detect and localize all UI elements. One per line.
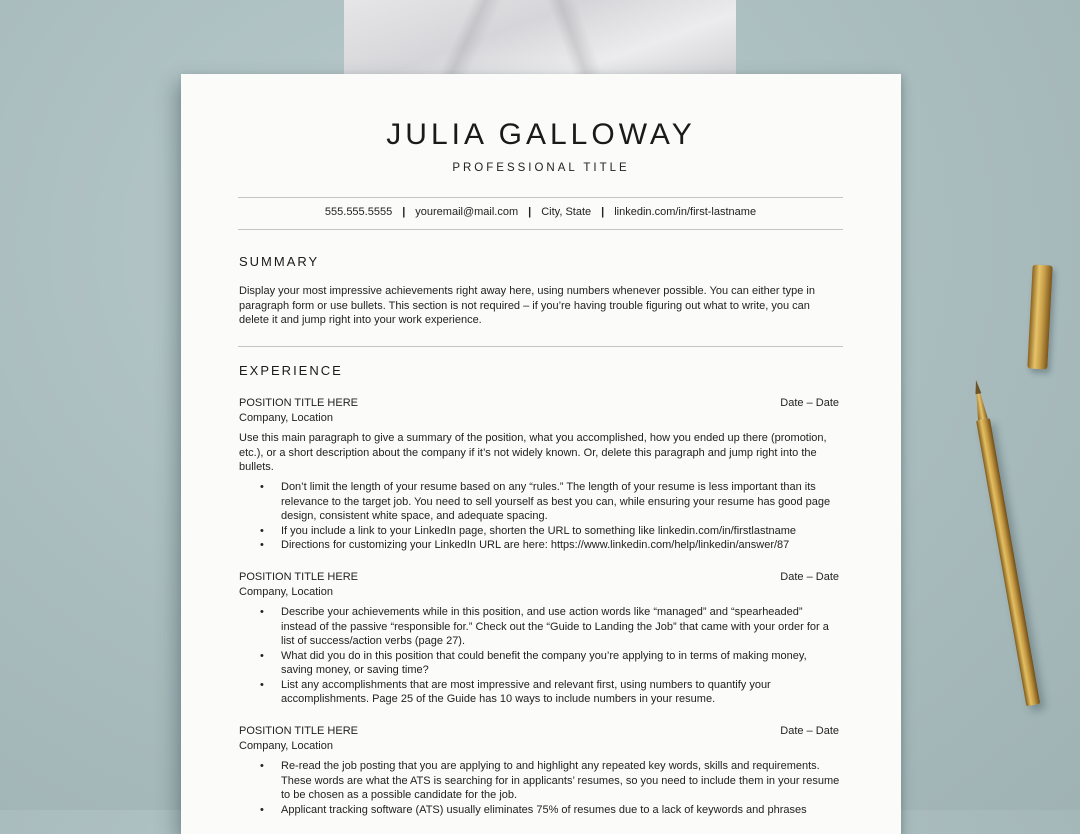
job-entry — [239, 570, 839, 599]
bullet-item: • Describe your achievements while in this position, and use action words like “managed” and “spearheaded” instead of the passive “responsible for.” Check out the “Guide to Landing the Job” that came with your order for a list of success/action verbs (page 27). — [281, 605, 841, 649]
job-bullets — [239, 759, 841, 817]
professional-title: PROFESSIONAL TITLE — [452, 162, 630, 174]
job-bullets — [239, 480, 841, 553]
resume-name: JULIA GALLOWAY — [386, 118, 696, 151]
bullet-item: • What did you do in this position that could benefit the company you’re applying to in terms of making money, saving money, or saving time? — [281, 649, 841, 678]
pen-tip — [973, 379, 981, 394]
job-dates: Date – Date — [780, 725, 839, 737]
pen-cone — [974, 393, 988, 420]
contact-line — [238, 206, 843, 218]
job-bullets — [239, 605, 841, 707]
marble-backdrop — [344, 0, 736, 80]
experience-heading: EXPERIENCE — [239, 363, 343, 378]
contact-email: youremail@mail.com — [415, 206, 519, 218]
divider — [238, 346, 843, 347]
contact-linkedin: linkedin.com/in/first-lastname — [614, 206, 757, 218]
divider — [238, 229, 843, 230]
bullet-item: • Don’t limit the length of your resume based on any “rules.” The length of your resume is less important than its relevance to the target job. You need to sell yourself as best you can, while ensuring your resume has good page design, consistent white space, and adequate spacing. — [281, 480, 841, 524]
job-company: Company, Location — [239, 739, 333, 752]
summary-text: Display your most impressive achievements right away here, using numbers whenever possible. You can either type in paragraph form or use bullets. This section is not required – if you’re having trouble figuring out what to write, you can delete it and jump right into your work experience. — [239, 285, 815, 326]
job-dates: Date – Date — [780, 571, 839, 583]
contact-phone: 555.555.5555 — [324, 206, 393, 218]
pen-cap — [1027, 265, 1052, 370]
job-position: POSITION TITLE HERE — [239, 725, 358, 737]
job-entry — [239, 724, 839, 753]
contact-separator: | — [402, 206, 406, 218]
job-company: Company, Location — [239, 585, 333, 598]
pen-body — [976, 418, 1040, 706]
divider — [238, 197, 843, 198]
summary-heading: SUMMARY — [239, 254, 320, 269]
job-company: Company, Location — [239, 411, 333, 424]
bullet-item: • Directions for customizing your LinkedIn URL are here: https://www.linkedin.com/help/linkedin/answer/87 — [281, 538, 841, 553]
bullet-item: • If you include a link to your LinkedIn page, shorten the URL to something like linkedin.com/in/firstlastname — [281, 524, 841, 539]
bullet-item: • List any accomplishments that are most impressive and relevant first, using numbers to quantify your accomplishments. Page 25 of the Guide has 10 ways to include numbers in your resume. — [281, 678, 841, 707]
contact-separator: | — [528, 206, 532, 218]
contact-location: City, State — [541, 206, 592, 218]
contact-separator: | — [601, 206, 605, 218]
job-dates: Date – Date — [780, 397, 839, 409]
bullet-item: • Re-read the job posting that you are applying to and highlight any repeated key words, skills and requirements. These words are what the ATS is searching for in applicants’ resumes, so you need to include them in your resume to be chosen as a possible candidate for the job. — [281, 759, 841, 803]
gold-pen — [968, 379, 1041, 707]
job-entry — [239, 396, 839, 425]
bullet-item: • Applicant tracking software (ATS) usually eliminates 75% of resumes due to a lack of keywords and phrases — [281, 803, 841, 818]
job-position: POSITION TITLE HERE — [239, 397, 358, 409]
job-position: POSITION TITLE HERE — [239, 571, 358, 583]
resume-page — [181, 74, 901, 834]
job-summary: Use this main paragraph to give a summary of the position, what you accomplished, how you ended up there (promotion, etc.), or a short description about the company if it’s not widely known. Or, delete this paragraph and jump right into the bullets. — [239, 432, 827, 473]
